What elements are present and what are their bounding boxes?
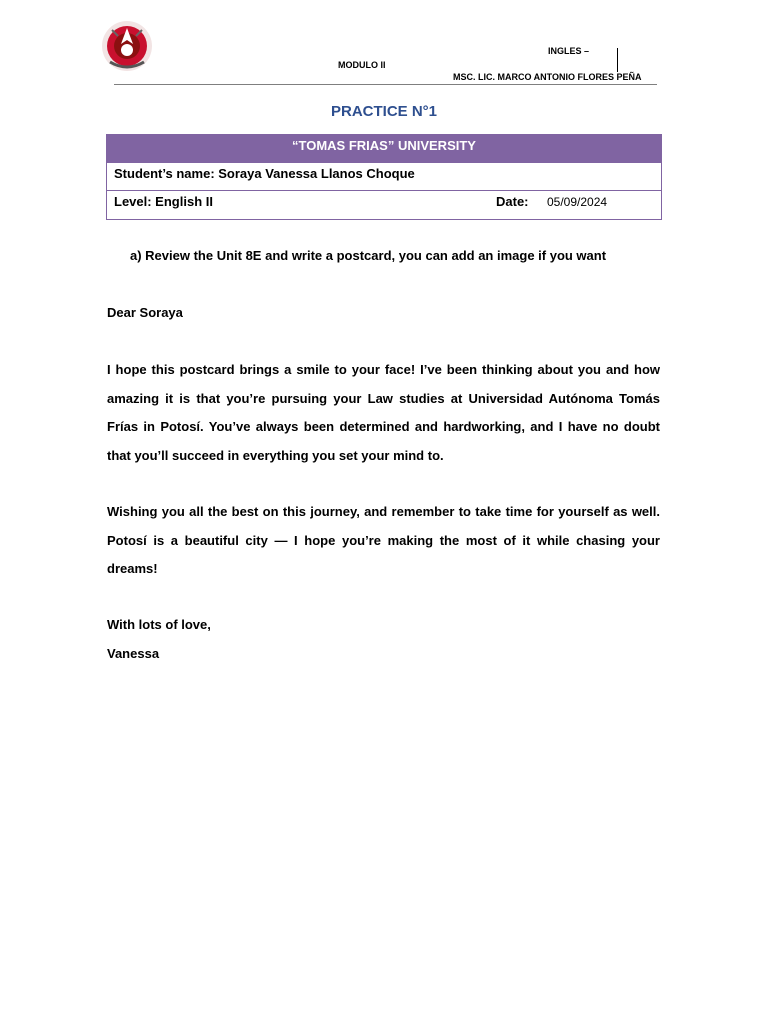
letter-paragraph-1: I hope this postcard brings a smile to your face! I’ve been thinking about you and how amazing it is that you’re pursuing your Law studies at Universidad Autónoma Tomás Frías in Potosí. You’ve always been determined and hardworking, and I have no doubt that you’ll succeed in everything you set your mind to. bbox=[107, 362, 660, 463]
module-label: MODULO II bbox=[338, 60, 386, 70]
teacher-name: MSC. LIC. MARCO ANTONIO FLORES PEÑA bbox=[453, 72, 642, 82]
letter-signature: Vanessa bbox=[107, 646, 160, 661]
course-label: INGLES – bbox=[548, 46, 590, 56]
header-divider bbox=[617, 48, 618, 72]
university-row: “TOMAS FRIAS” UNIVERSITY bbox=[107, 135, 661, 163]
instruction-text: a) Review the Unit 8E and write a postcard, you can add an image if you want bbox=[130, 248, 607, 263]
student-name-row: Student’s name: Soraya Vanessa Llanos Choque bbox=[107, 163, 661, 191]
letter-greeting: Dear Soraya bbox=[107, 305, 183, 320]
date-value: 05/09/2024 bbox=[547, 195, 608, 209]
level-text: Level: English II bbox=[114, 194, 213, 209]
letter-closing: With lots of love, bbox=[107, 617, 211, 632]
date-label: Date: bbox=[496, 194, 529, 209]
university-logo bbox=[100, 18, 154, 74]
letter-paragraph-2: Wishing you all the best on this journey, and remember to take time for yourself as well. Potosí is a beautiful city — I hope you’re making the most of it while chasing your dreams! bbox=[107, 504, 660, 576]
level-date-row bbox=[107, 191, 661, 219]
student-info-table bbox=[106, 134, 662, 220]
page-title: PRACTICE N°1 bbox=[330, 103, 437, 120]
header-rule bbox=[114, 84, 657, 85]
